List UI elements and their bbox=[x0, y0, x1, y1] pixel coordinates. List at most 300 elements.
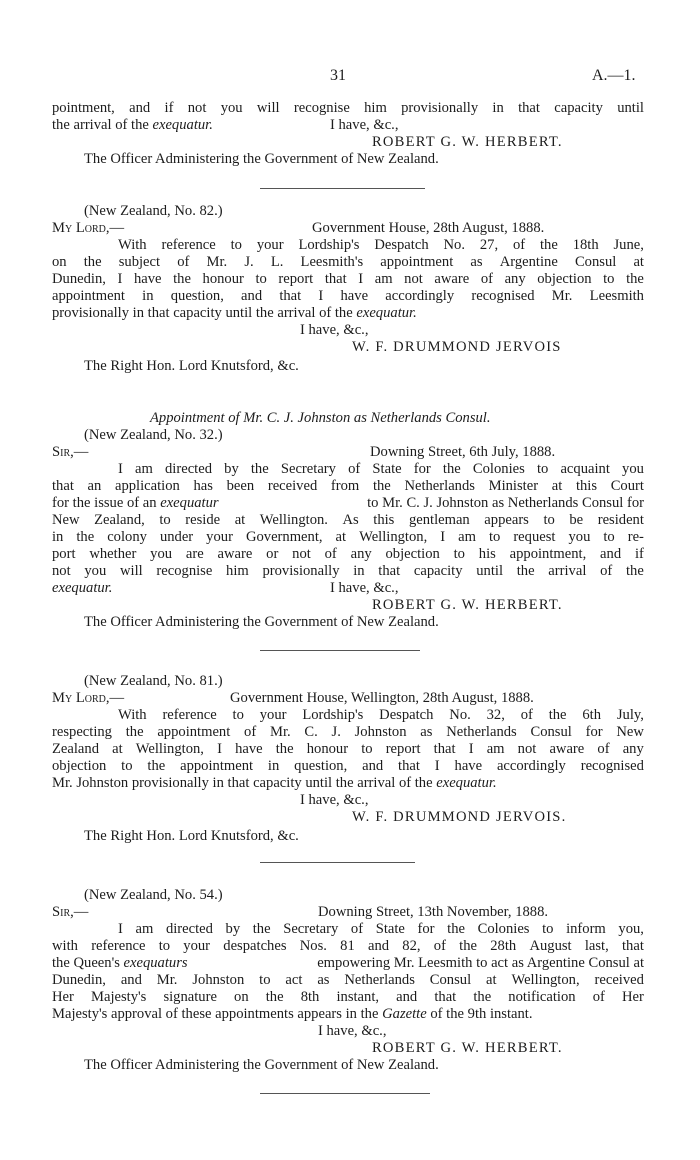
word: have bbox=[133, 271, 162, 287]
word: question, bbox=[170, 288, 224, 304]
word: under bbox=[159, 529, 194, 545]
word: for bbox=[417, 921, 435, 937]
word: at bbox=[551, 478, 563, 494]
word: you bbox=[84, 563, 107, 579]
word: the bbox=[539, 237, 558, 253]
body-line bbox=[52, 758, 644, 775]
word: your bbox=[206, 529, 233, 545]
word: and bbox=[129, 100, 151, 116]
closing-phrase: I have, &c., bbox=[300, 322, 369, 338]
word: been bbox=[226, 478, 255, 494]
body-line bbox=[52, 495, 644, 512]
word: at bbox=[486, 972, 497, 988]
word: 28th bbox=[490, 938, 517, 954]
word: and bbox=[120, 972, 142, 988]
word: arrival bbox=[548, 563, 587, 579]
closing-phrase: I have, &c., bbox=[300, 792, 369, 808]
body-line bbox=[118, 707, 644, 724]
word: Despatch bbox=[379, 707, 434, 723]
word: act bbox=[285, 972, 303, 988]
word: aware bbox=[434, 271, 470, 287]
word: to bbox=[159, 512, 171, 528]
body-line bbox=[52, 254, 644, 271]
word: provisionally bbox=[401, 100, 479, 116]
body-line bbox=[52, 972, 644, 989]
word: any bbox=[622, 741, 644, 757]
word: any bbox=[504, 271, 526, 287]
word: in bbox=[142, 288, 154, 304]
word: report bbox=[385, 741, 421, 757]
signature: W. F. DRUMMOND JERVOIS. bbox=[352, 809, 567, 825]
word: Wellington, bbox=[359, 529, 428, 545]
despatch-reference: (New Zealand, No. 82.) bbox=[84, 203, 223, 219]
word: request bbox=[513, 529, 556, 545]
word: reference bbox=[161, 237, 216, 253]
body-line bbox=[52, 724, 644, 741]
word: to bbox=[603, 271, 615, 287]
word: Leesmith's bbox=[300, 254, 364, 270]
word: recognise bbox=[293, 100, 350, 116]
word: in bbox=[267, 758, 280, 774]
word: to bbox=[232, 707, 244, 723]
word: if bbox=[634, 546, 644, 562]
word: as bbox=[470, 254, 483, 270]
word: of bbox=[177, 254, 190, 270]
word: be bbox=[569, 512, 584, 528]
word: until bbox=[617, 100, 644, 116]
body-line bbox=[52, 546, 644, 563]
word: Wellington, bbox=[511, 972, 580, 988]
word: reference bbox=[91, 938, 146, 954]
word: pointment, bbox=[52, 100, 115, 116]
word: and bbox=[362, 758, 384, 774]
word: the bbox=[548, 707, 567, 723]
body-line bbox=[52, 288, 644, 305]
word: the bbox=[275, 741, 294, 757]
word: June, bbox=[613, 237, 644, 253]
word: until bbox=[476, 563, 504, 579]
word: reside bbox=[185, 512, 221, 528]
section-divider bbox=[260, 188, 425, 189]
word: or bbox=[266, 546, 279, 562]
word: the bbox=[250, 461, 269, 477]
section-divider bbox=[260, 1093, 430, 1094]
signature: W. F. DRUMMOND JERVOIS bbox=[352, 339, 562, 355]
exequatur-term: exequatur. bbox=[52, 580, 113, 596]
body-line bbox=[52, 989, 644, 1006]
word: Her bbox=[621, 989, 644, 1005]
body-line bbox=[52, 580, 112, 597]
word: recognised bbox=[471, 288, 535, 304]
word: respecting bbox=[52, 724, 112, 740]
section-divider bbox=[260, 650, 420, 651]
word: despatches bbox=[223, 938, 287, 954]
word: application bbox=[114, 478, 180, 494]
word: the bbox=[147, 758, 166, 774]
word: as bbox=[420, 724, 433, 740]
text-fragment: to Mr. C. J. Johnston as Netherlands Consul for bbox=[367, 495, 644, 511]
word: Court bbox=[610, 478, 644, 494]
word: 82, bbox=[402, 938, 421, 954]
word: and bbox=[600, 546, 622, 562]
word: to bbox=[255, 271, 267, 287]
word: L. bbox=[270, 254, 284, 270]
word: appointment, bbox=[509, 546, 587, 562]
word: Mr. bbox=[206, 254, 228, 270]
word: of bbox=[348, 461, 361, 477]
word: are bbox=[185, 546, 204, 562]
addressee: The Officer Administering the Government of New Zealand. bbox=[84, 1057, 439, 1073]
word: Consul bbox=[429, 972, 472, 988]
word: as bbox=[317, 972, 330, 988]
despatch-reference: (New Zealand, No. 32.) bbox=[84, 427, 223, 443]
exequatur-term: exequatur bbox=[160, 495, 219, 511]
section-heading bbox=[150, 410, 491, 427]
word: Lordship's bbox=[302, 707, 364, 723]
closing-phrase: I have, &c., bbox=[330, 580, 399, 596]
word: 18th bbox=[572, 237, 599, 253]
text-fragment: of the 9th instant. bbox=[430, 1006, 533, 1022]
word: question, bbox=[294, 758, 348, 774]
word: the bbox=[83, 254, 102, 270]
word: of bbox=[433, 938, 446, 954]
word: in bbox=[353, 563, 365, 579]
word: 8th bbox=[300, 989, 320, 1005]
page-number: 31 bbox=[330, 67, 346, 84]
word: have bbox=[340, 288, 369, 304]
word: by bbox=[224, 461, 239, 477]
body-line bbox=[52, 478, 644, 495]
body-line bbox=[52, 938, 644, 955]
text-line: the arrival of the bbox=[52, 117, 149, 133]
word: the bbox=[447, 921, 465, 937]
word: and bbox=[396, 989, 418, 1005]
word: directed bbox=[165, 461, 212, 477]
word: to bbox=[603, 529, 615, 545]
word: I bbox=[217, 741, 222, 757]
word: whether bbox=[89, 546, 137, 562]
word: your bbox=[256, 237, 284, 253]
word: that bbox=[518, 100, 540, 116]
exequatur-term: exequatur. bbox=[356, 305, 417, 321]
word: With bbox=[118, 237, 147, 253]
word: honour bbox=[306, 741, 349, 757]
word: Argentine bbox=[499, 254, 558, 270]
word: you, bbox=[618, 921, 644, 937]
word: and bbox=[367, 938, 390, 954]
word: capacity bbox=[554, 100, 603, 116]
section-divider bbox=[260, 862, 415, 863]
word: July, bbox=[616, 707, 644, 723]
addressee: The Right Hon. Lord Knutsford, &c. bbox=[84, 828, 299, 844]
word: the bbox=[372, 478, 391, 494]
word: not bbox=[404, 271, 423, 287]
text-line: provisionally in that capacity until the arrival of the bbox=[52, 305, 353, 321]
word: that bbox=[398, 758, 420, 774]
closing-phrase: I have, &c., bbox=[318, 1023, 387, 1039]
word: Mr. bbox=[269, 724, 291, 740]
word: Dunedin, bbox=[52, 972, 106, 988]
word: by bbox=[225, 921, 241, 937]
word: Netherlands bbox=[404, 478, 475, 494]
exequatur-term: exequatur. bbox=[436, 775, 497, 791]
word: Wellington. bbox=[259, 512, 328, 528]
word: not bbox=[52, 563, 71, 579]
word: him bbox=[226, 563, 249, 579]
word: Johnston bbox=[192, 972, 245, 988]
word: No. bbox=[443, 237, 465, 253]
word: am bbox=[135, 461, 153, 477]
word: State bbox=[372, 461, 402, 477]
body-line bbox=[118, 461, 644, 478]
salutation: Sir,— bbox=[52, 444, 89, 460]
word: Secretary bbox=[280, 461, 336, 477]
word: this bbox=[575, 478, 598, 494]
heading-text: Appointment of Mr. C. J. Johnston as Netherlands Consul. bbox=[150, 410, 491, 426]
word: you bbox=[150, 546, 173, 562]
word: of bbox=[350, 921, 364, 937]
word: last, bbox=[584, 938, 609, 954]
word: to bbox=[230, 237, 242, 253]
word: Majesty's bbox=[91, 989, 147, 1005]
text-line bbox=[52, 495, 219, 512]
body-line bbox=[52, 775, 497, 792]
word: Lordship's bbox=[298, 237, 360, 253]
word: of bbox=[592, 989, 605, 1005]
word: Netherlands bbox=[446, 724, 517, 740]
word: I bbox=[440, 529, 446, 545]
word: Colonies bbox=[472, 461, 525, 477]
word: appointment bbox=[157, 724, 231, 740]
exequaturs-term: exequaturs bbox=[123, 955, 188, 971]
word: not bbox=[187, 100, 207, 116]
word: Despatch bbox=[374, 237, 429, 253]
place-date: Downing Street, 6th July, 1888. bbox=[370, 444, 556, 460]
signature: ROBERT G. W. HERBERT. bbox=[372, 1040, 563, 1056]
word: August bbox=[529, 938, 572, 954]
word: to bbox=[543, 512, 555, 528]
word: Consul bbox=[574, 254, 617, 270]
word: the bbox=[626, 271, 644, 287]
word: C. bbox=[304, 724, 318, 740]
word: accordingly bbox=[496, 758, 566, 774]
word: to bbox=[259, 972, 271, 988]
word: Netherlands bbox=[344, 972, 415, 988]
word: Consul bbox=[530, 724, 572, 740]
word: with bbox=[52, 938, 78, 954]
word: at bbox=[335, 529, 347, 545]
word: have bbox=[235, 741, 263, 757]
word: Minister bbox=[488, 478, 539, 494]
word: aware bbox=[217, 546, 253, 562]
word: am bbox=[374, 271, 393, 287]
word: any bbox=[350, 546, 372, 562]
place-date: Government House, 28th August, 1888. bbox=[312, 220, 545, 236]
body-line bbox=[52, 271, 644, 288]
word: accordingly bbox=[385, 288, 455, 304]
body-line bbox=[52, 741, 644, 758]
text-line bbox=[52, 955, 188, 972]
word: has bbox=[193, 478, 213, 494]
word: the bbox=[626, 563, 644, 579]
body-line bbox=[52, 955, 644, 972]
word: gentleman bbox=[408, 512, 470, 528]
word: of bbox=[244, 724, 257, 740]
word: of bbox=[520, 707, 533, 723]
word: J. bbox=[331, 724, 341, 740]
word: on bbox=[52, 254, 67, 270]
word: provisionally bbox=[262, 563, 340, 579]
salutation: Sir,— bbox=[52, 904, 89, 920]
word: to bbox=[488, 529, 501, 545]
word: the bbox=[125, 724, 144, 740]
word: to bbox=[453, 546, 465, 562]
word: re- bbox=[627, 529, 644, 545]
word: Leesmith bbox=[589, 288, 644, 304]
text-line: Mr. Johnston provisionally in that capacity until the arrival of the bbox=[52, 775, 433, 791]
word: for bbox=[585, 724, 603, 740]
word: in bbox=[52, 529, 64, 545]
word: directed bbox=[165, 921, 213, 937]
word: to bbox=[158, 938, 171, 954]
word: No. bbox=[449, 707, 471, 723]
word: of bbox=[600, 563, 613, 579]
word: to bbox=[542, 921, 554, 937]
word: received bbox=[267, 478, 318, 494]
word: and bbox=[241, 288, 263, 304]
word: your bbox=[183, 938, 211, 954]
word: 32, bbox=[486, 707, 505, 723]
continuation-line bbox=[52, 117, 213, 134]
word: notification bbox=[508, 989, 576, 1005]
paper-reference: A.—1. bbox=[592, 67, 636, 84]
word: I bbox=[118, 921, 123, 937]
word: Government, bbox=[245, 529, 323, 545]
body-line bbox=[118, 921, 644, 938]
word: 6th bbox=[582, 707, 602, 723]
word: that bbox=[622, 938, 644, 954]
word: will bbox=[256, 100, 280, 116]
word: Her bbox=[52, 989, 74, 1005]
word: you bbox=[622, 461, 644, 477]
word: Zealand bbox=[52, 741, 99, 757]
body-line bbox=[52, 563, 644, 580]
word: reference bbox=[162, 707, 217, 723]
word: I bbox=[468, 741, 474, 757]
word: instant, bbox=[336, 989, 380, 1005]
text-fragment: for the issue of an bbox=[52, 495, 157, 511]
place-date: Government House, Wellington, 28th August, 1888. bbox=[230, 690, 534, 706]
word: of bbox=[480, 271, 493, 287]
addressee: The Officer Administering the Government of New Zealand. bbox=[84, 614, 439, 630]
word: the bbox=[516, 563, 535, 579]
word: appointment bbox=[380, 254, 454, 270]
word: Wellington, bbox=[135, 741, 204, 757]
text-fragment: empowering Mr. Leesmith to act as Argentine Consul at bbox=[317, 955, 644, 971]
word: not bbox=[517, 741, 537, 757]
signature: ROBERT G. W. HERBERT. bbox=[372, 597, 563, 613]
exequatur-term: exequatur. bbox=[152, 117, 213, 133]
word: the bbox=[473, 989, 492, 1005]
word: capacity bbox=[413, 563, 463, 579]
word: Johnston bbox=[354, 724, 407, 740]
word: honour bbox=[202, 271, 244, 287]
word: 27, bbox=[479, 237, 499, 253]
word: that bbox=[434, 989, 457, 1005]
word: 81 bbox=[340, 938, 355, 954]
word: the bbox=[76, 529, 95, 545]
word: in bbox=[492, 100, 504, 116]
word: Zealand, bbox=[94, 512, 145, 528]
word: I bbox=[118, 461, 123, 477]
word: this bbox=[373, 512, 395, 528]
word: Mr. bbox=[156, 972, 178, 988]
word: appointment bbox=[180, 758, 254, 774]
word: objection bbox=[385, 546, 440, 562]
word: on bbox=[234, 989, 249, 1005]
salutation: My Lord,— bbox=[52, 220, 125, 236]
word: that bbox=[52, 478, 74, 494]
word: signature bbox=[163, 989, 217, 1005]
word: Nos. bbox=[299, 938, 327, 954]
word: that bbox=[279, 288, 302, 304]
word: the bbox=[173, 271, 191, 287]
word: I bbox=[358, 271, 364, 287]
word: subject bbox=[118, 254, 161, 270]
word: that bbox=[378, 563, 401, 579]
word: Colonies bbox=[477, 921, 530, 937]
word: the bbox=[252, 921, 271, 937]
text-fragment: Majesty's approval of these appointments appears in the bbox=[52, 1006, 379, 1022]
word: if bbox=[164, 100, 174, 116]
word: his bbox=[478, 546, 496, 562]
word: the bbox=[265, 989, 284, 1005]
word: objection bbox=[52, 758, 107, 774]
word: appointment bbox=[52, 288, 125, 304]
word: J. bbox=[244, 254, 254, 270]
word: will bbox=[119, 563, 143, 579]
body-line bbox=[52, 1006, 533, 1023]
word: New bbox=[616, 724, 644, 740]
body-line bbox=[52, 512, 644, 529]
word: report bbox=[278, 271, 314, 287]
word: to bbox=[121, 758, 133, 774]
word: appears bbox=[484, 512, 529, 528]
body-line bbox=[52, 305, 417, 322]
word: to bbox=[536, 461, 549, 477]
word: New bbox=[52, 512, 80, 528]
word: you bbox=[568, 529, 591, 545]
word: that bbox=[433, 741, 456, 757]
word: Secretary bbox=[283, 921, 339, 937]
signature: ROBERT G. W. HERBERT. bbox=[372, 134, 563, 150]
word: the bbox=[459, 938, 478, 954]
salutation: My Lord,— bbox=[52, 690, 125, 706]
despatch-reference: (New Zealand, No. 81.) bbox=[84, 673, 223, 689]
word: your bbox=[259, 707, 287, 723]
word: am bbox=[135, 921, 154, 937]
word: Mr. bbox=[551, 288, 573, 304]
word: from bbox=[330, 478, 360, 494]
word: an bbox=[87, 478, 102, 494]
word: resident bbox=[597, 512, 644, 528]
word: inform bbox=[566, 921, 606, 937]
word: the bbox=[442, 461, 461, 477]
word: am bbox=[458, 529, 476, 545]
word: As bbox=[342, 512, 359, 528]
text-fragment: the Queen's bbox=[52, 955, 120, 971]
word: for bbox=[413, 461, 431, 477]
